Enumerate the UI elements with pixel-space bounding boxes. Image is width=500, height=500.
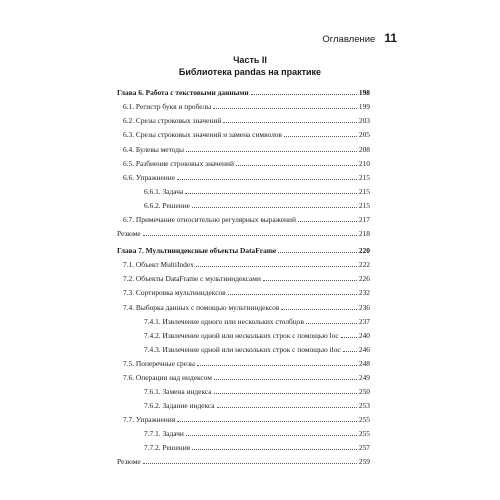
toc-entry-page: 248 — [358, 359, 370, 368]
toc-leader-dots — [196, 258, 357, 267]
toc-entry-page: 257 — [358, 443, 370, 452]
toc-entry-page: 217 — [358, 215, 370, 224]
toc-entry-page: 250 — [358, 387, 370, 396]
toc-entry[interactable] — [117, 301, 370, 313]
toc-entry-label: 7.7.2. Решения — [144, 443, 191, 452]
toc-entry[interactable] — [117, 157, 370, 169]
toc-entry[interactable] — [117, 315, 370, 327]
toc-entry-label: 6.6.1. Задача — [144, 187, 184, 196]
toc-entry-page: 236 — [358, 303, 370, 312]
toc-entry-label: 7.5. Поперечные срезы — [123, 359, 195, 368]
toc-entry[interactable] — [117, 100, 370, 112]
toc-leader-dots — [223, 114, 357, 123]
toc-entry-label: 7.4.3. Извлечение одной или нескольких строк с помощью iloc — [144, 345, 341, 354]
toc-entry[interactable] — [117, 399, 370, 411]
toc-entry-label: 6.3. Срезы строковых значений и замена символов — [123, 130, 282, 139]
toc-entry-label: 6.6.2. Решение — [144, 201, 190, 210]
toc-entry-page: 215 — [358, 173, 370, 182]
toc-entry-label: 7.4.2. Извлечение одной или нескольких строк с помощью loc — [144, 331, 339, 340]
toc-entry-label: 6.6. Упражнение — [123, 173, 175, 182]
toc-leader-dots — [236, 157, 357, 166]
toc-leader-dots — [217, 399, 357, 408]
toc-entry-label: 7.7.1. Задачи — [144, 429, 184, 438]
toc-entry-page: 232 — [358, 288, 370, 297]
toc-entry[interactable] — [117, 213, 370, 225]
toc-entry[interactable] — [117, 329, 370, 341]
toc-entry-page: 215 — [358, 187, 370, 196]
toc-entry[interactable] — [117, 143, 370, 155]
toc-entry-page: 208 — [358, 145, 370, 154]
toc-entry-label: Глава 7. Мультииндексные объекты DataFrame — [117, 246, 277, 255]
toc-entry[interactable] — [117, 272, 370, 284]
toc-entry[interactable] — [117, 455, 370, 467]
toc-entry-label: Резюме — [117, 457, 141, 466]
toc-entry[interactable] — [117, 185, 370, 197]
toc-leader-dots — [177, 413, 357, 422]
toc-leader-dots — [306, 315, 357, 324]
toc-leader-dots — [278, 244, 357, 253]
toc-entry-label: Глава 6. Работа с текстовыми данными — [117, 88, 249, 97]
toc-chapter-entry[interactable] — [117, 244, 370, 256]
running-header — [322, 31, 397, 45]
toc-entry-page: 255 — [358, 429, 370, 438]
toc-entry-label: 7.6. Операции над индексом — [123, 373, 212, 382]
toc-entry-page: 259 — [358, 457, 370, 466]
toc-entry[interactable] — [117, 199, 370, 211]
toc-leader-dots — [341, 329, 357, 338]
toc-leader-dots — [228, 286, 357, 295]
toc-leader-dots — [197, 357, 357, 366]
toc-entry-label: 6.2. Срезы строковых значений — [123, 116, 222, 125]
toc-entry[interactable] — [117, 258, 370, 270]
toc-leader-dots — [343, 343, 357, 352]
toc-entry-page: 246 — [358, 345, 370, 354]
toc-entry-page: 210 — [358, 159, 370, 168]
toc-entry-page: 203 — [358, 116, 370, 125]
toc-entry-page: 218 — [358, 229, 370, 238]
toc-entry-label: 7.4.1. Извлечение одного или нескольких столбцов — [144, 317, 304, 326]
toc-entry[interactable] — [117, 128, 370, 140]
toc-leader-dots — [143, 227, 357, 236]
toc-entry-page: 205 — [358, 130, 370, 139]
toc-entry-label: 7.3. Сортировка мультииндексов — [123, 288, 226, 297]
toc-entry-label: 7.4. Выборка данных с помощью мультииндексов — [123, 303, 280, 312]
toc-entry[interactable] — [117, 286, 370, 298]
toc-leader-dots — [214, 385, 357, 394]
toc-entry[interactable] — [117, 427, 370, 439]
toc-leader-dots — [186, 143, 357, 152]
toc-leader-dots — [298, 213, 357, 222]
toc-chapter-entry[interactable] — [117, 86, 370, 98]
toc-entry-page: 220 — [358, 246, 370, 255]
toc-entry[interactable] — [117, 227, 370, 239]
toc-entry-page: 255 — [358, 415, 370, 424]
toc-entry-page: 215 — [358, 201, 370, 210]
toc-leader-dots — [284, 128, 357, 137]
toc-leader-dots — [281, 301, 357, 310]
toc-entry-page: 249 — [358, 373, 370, 382]
toc-entry-page: 226 — [358, 274, 370, 283]
toc-leader-dots — [213, 100, 357, 109]
toc-entry-page: 240 — [358, 331, 370, 340]
toc-leader-dots — [186, 427, 357, 436]
toc-leader-dots — [192, 441, 357, 450]
toc-entry-page: 222 — [358, 260, 370, 269]
toc-entry[interactable] — [117, 385, 370, 397]
toc-entry-label: 7.7. Упражнения — [123, 415, 176, 424]
toc-entry[interactable] — [117, 114, 370, 126]
toc-entry-page: 198 — [358, 88, 370, 97]
toc-entry[interactable] — [117, 171, 370, 183]
toc-entry-label: 6.4. Булевы методы — [123, 145, 184, 154]
toc-leader-dots — [214, 371, 357, 380]
toc-leader-dots — [263, 272, 357, 281]
toc-entry-label: 6.1. Регистр букв и пробелы — [123, 102, 212, 111]
toc-entry-label: 6.7. Примечание относительно регулярных выражений — [123, 215, 296, 224]
running-title: Оглавление — [322, 34, 376, 45]
toc-leader-dots — [192, 199, 357, 208]
part-number: Часть II — [233, 55, 267, 65]
toc-entry-page: 237 — [358, 317, 370, 326]
toc-entry-label: Резюме — [117, 229, 141, 238]
toc-entry-page: 199 — [358, 102, 370, 111]
toc-entry[interactable] — [117, 413, 370, 425]
toc-entry-label: 7.2. Объекты DataFrame с мультииндексами — [123, 274, 261, 283]
toc-leader-dots — [143, 455, 357, 464]
toc-leader-dots — [251, 86, 357, 95]
toc-entry-label: 7.1. Объект MultiIndex — [123, 260, 194, 269]
toc-entry-label: 7.6.2. Задание индекса — [144, 401, 215, 410]
toc-entry[interactable] — [117, 343, 370, 355]
toc-entry-label: 7.6.1. Замена индекса — [144, 387, 212, 396]
toc-entry-label: 6.5. Разбиение строковых значений — [123, 159, 234, 168]
toc-leader-dots — [177, 171, 357, 180]
toc-leader-dots — [185, 185, 357, 194]
toc-entry[interactable] — [117, 357, 370, 369]
part-title: Библиотека pandas на практике — [178, 67, 322, 77]
toc-entry-page: 253 — [358, 401, 370, 410]
page-number: 11 — [384, 31, 397, 45]
toc-entry[interactable] — [117, 441, 370, 453]
toc-entry[interactable] — [117, 371, 370, 383]
